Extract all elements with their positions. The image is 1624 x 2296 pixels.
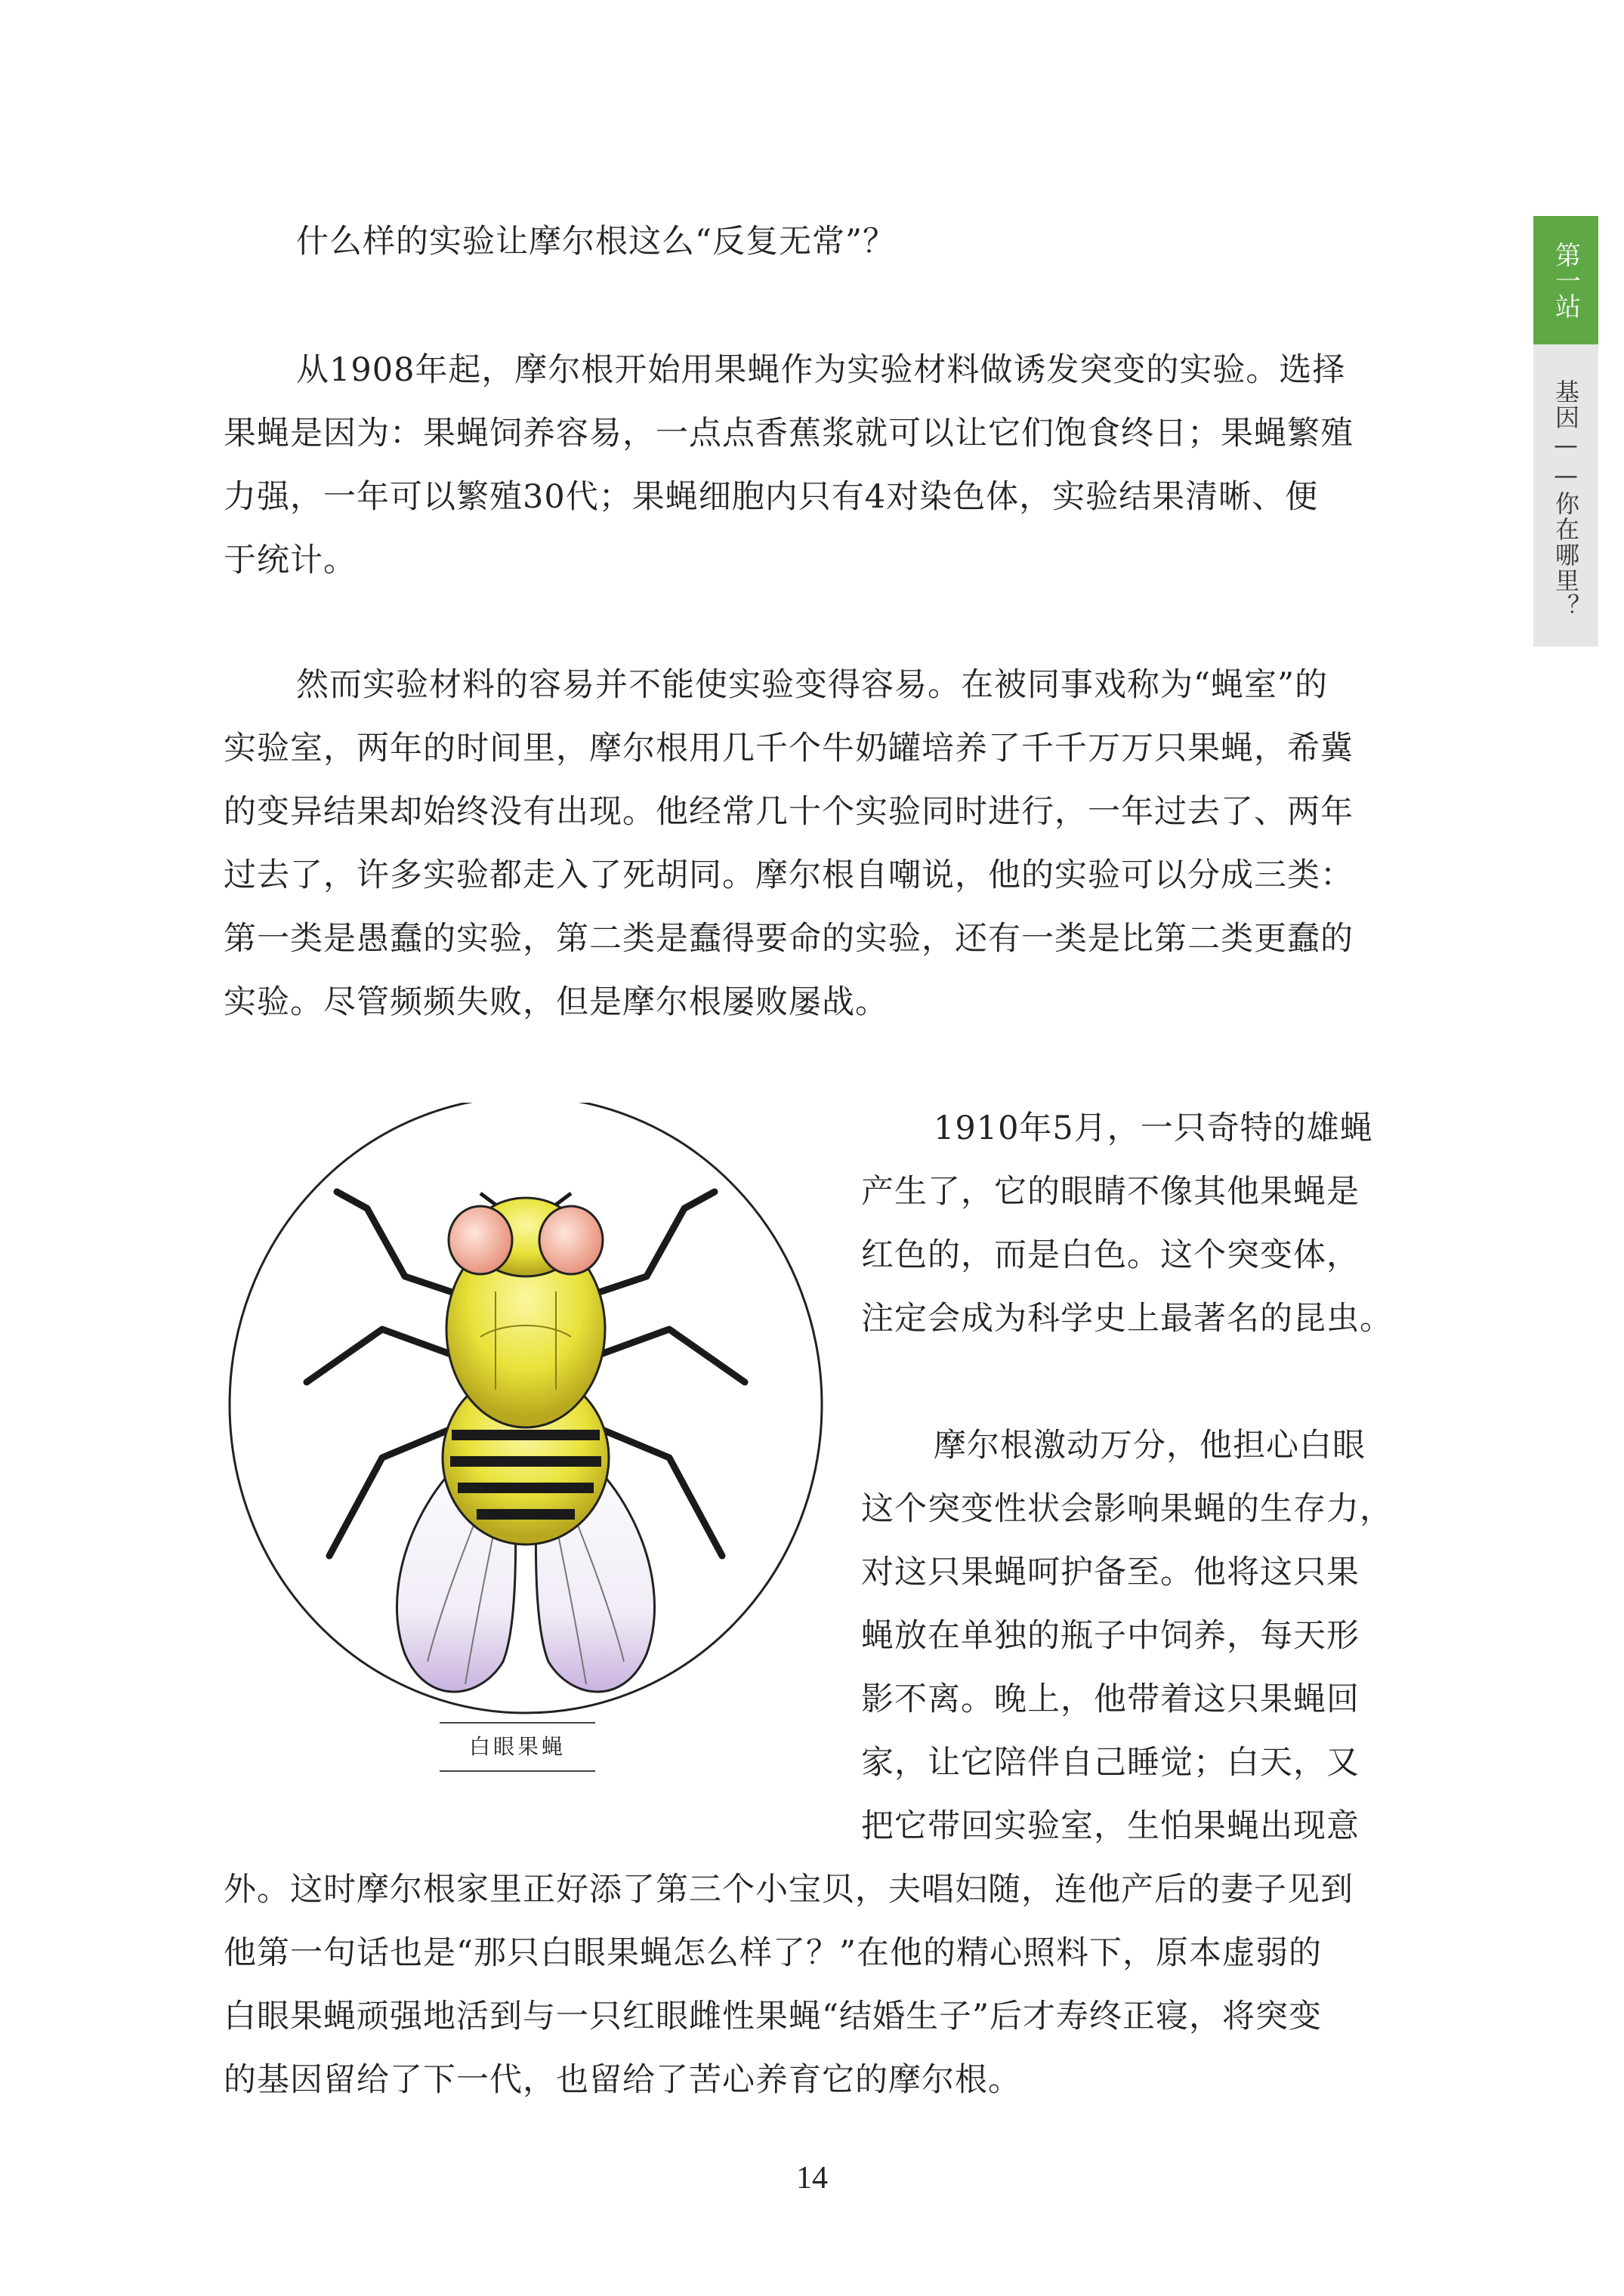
paragraph-5-line: 白眼果蝇顽强地活到与一只红眼雌性果蝇“结婚生子”后才寿终正寝，将突变 bbox=[224, 1998, 1322, 2035]
chapter-title: 基因——你在哪里？ bbox=[1551, 379, 1580, 619]
paragraph-2-line: 的变异结果却始终没有出现。他经常几十个实验同时进行，一年过去了、两年 bbox=[224, 793, 1354, 831]
paragraph-4-line: 对这只果蝇呵护备至。他将这只果 bbox=[861, 1554, 1360, 1591]
paragraph-3-line: 红色的，而是白色。这个突变体， bbox=[861, 1236, 1360, 1274]
paragraph-5-line: 外。这时摩尔根家里正好添了第三个小宝贝，夫唱妇随，连他产后的妻子见到 bbox=[224, 1871, 1354, 1909]
paragraph-3 bbox=[861, 1097, 1417, 1350]
paragraph-4-line: 把它带回实验室，生怕果蝇出现意 bbox=[861, 1807, 1360, 1845]
paragraph-4-line: 这个突变性状会影响果蝇的生存力， bbox=[861, 1490, 1393, 1528]
paragraph-3-line: 1910年5月，一只奇特的雄蝇 bbox=[934, 1109, 1373, 1147]
caption-bottom-rule bbox=[440, 1770, 595, 1772]
fly-left-eye bbox=[449, 1206, 512, 1274]
figure-caption-block bbox=[440, 1722, 595, 1772]
paragraph-4-line: 家，让它陪伴自己睡觉；白天，又 bbox=[861, 1744, 1360, 1782]
paragraph-4-line: 影不离。晚上，他带着这只果蝇回 bbox=[861, 1680, 1360, 1718]
page-number: 14 bbox=[796, 2161, 828, 2196]
fruit-fly-figure bbox=[224, 1103, 828, 1737]
chapter-side-tab bbox=[1533, 216, 1598, 647]
paragraph-2-line: 然而实验材料的容易并不能使实验变得容易。在被同事戏称为“蝇室”的 bbox=[296, 666, 1328, 704]
chapter-label: 第一站 bbox=[1550, 242, 1581, 319]
paragraph-3-line: 注定会成为科学史上最著名的昆虫。 bbox=[861, 1300, 1393, 1338]
paragraph-1-line: 于统计。 bbox=[224, 542, 357, 579]
paragraph-4-line: 摩尔根激动万分，他担心白眼 bbox=[934, 1427, 1366, 1464]
paragraph-1-line: 力强，一年可以繁殖30代；果蝇细胞内只有4对染色体，实验结果清晰、便 bbox=[224, 478, 1319, 516]
paragraph-3-line: 产生了，它的眼睛不像其他果蝇是 bbox=[861, 1173, 1360, 1211]
paragraph-1-line: 从1908年起，摩尔根开始用果蝇作为实验材料做诱发突变的实验。选择 bbox=[296, 351, 1346, 389]
paragraph-1 bbox=[224, 338, 1417, 592]
paragraph-5-line: 的基因留给了下一代，也留给了苦心养育它的摩尔根。 bbox=[224, 2061, 1021, 2099]
figure-caption: 白眼果蝇 bbox=[468, 1734, 566, 1759]
paragraph-5-line: 他第一句话也是“那只白眼果蝇怎么样了？”在他的精心照料下，原本虚弱的 bbox=[224, 1934, 1322, 1972]
paragraph-2-line: 实验室，两年的时间里，摩尔根用几千个牛奶罐培养了千千万万只果蝇，希冀 bbox=[224, 730, 1354, 767]
paragraph-4 bbox=[861, 1414, 1417, 1858]
fly-right-eye bbox=[539, 1206, 603, 1274]
paragraph-2-line: 实验。尽管频频失败，但是摩尔根屡败屡战。 bbox=[224, 983, 888, 1021]
paragraph-2 bbox=[224, 653, 1417, 1034]
fruit-fly-illustration bbox=[224, 1103, 828, 1737]
paragraph-4-line: 蝇放在单独的瓶子中饲养，每天形 bbox=[861, 1617, 1360, 1655]
paragraph-2-line: 第一类是愚蠢的实验，第二类是蠢得要命的实验，还有一类是比第二类更蠢的 bbox=[224, 920, 1354, 958]
paragraph-5 bbox=[224, 1858, 1417, 2112]
question-line: 什么样的实验让摩尔根这么“反复无常”？ bbox=[296, 223, 896, 261]
paragraph-1-line: 果蝇是因为：果蝇饲养容易，一点点香蕉浆就可以让它们饱食终日；果蝇繁殖 bbox=[224, 415, 1354, 452]
paragraph-2-line: 过去了，许多实验都走入了死胡同。摩尔根自嘲说，他的实验可以分成三类： bbox=[224, 856, 1354, 894]
